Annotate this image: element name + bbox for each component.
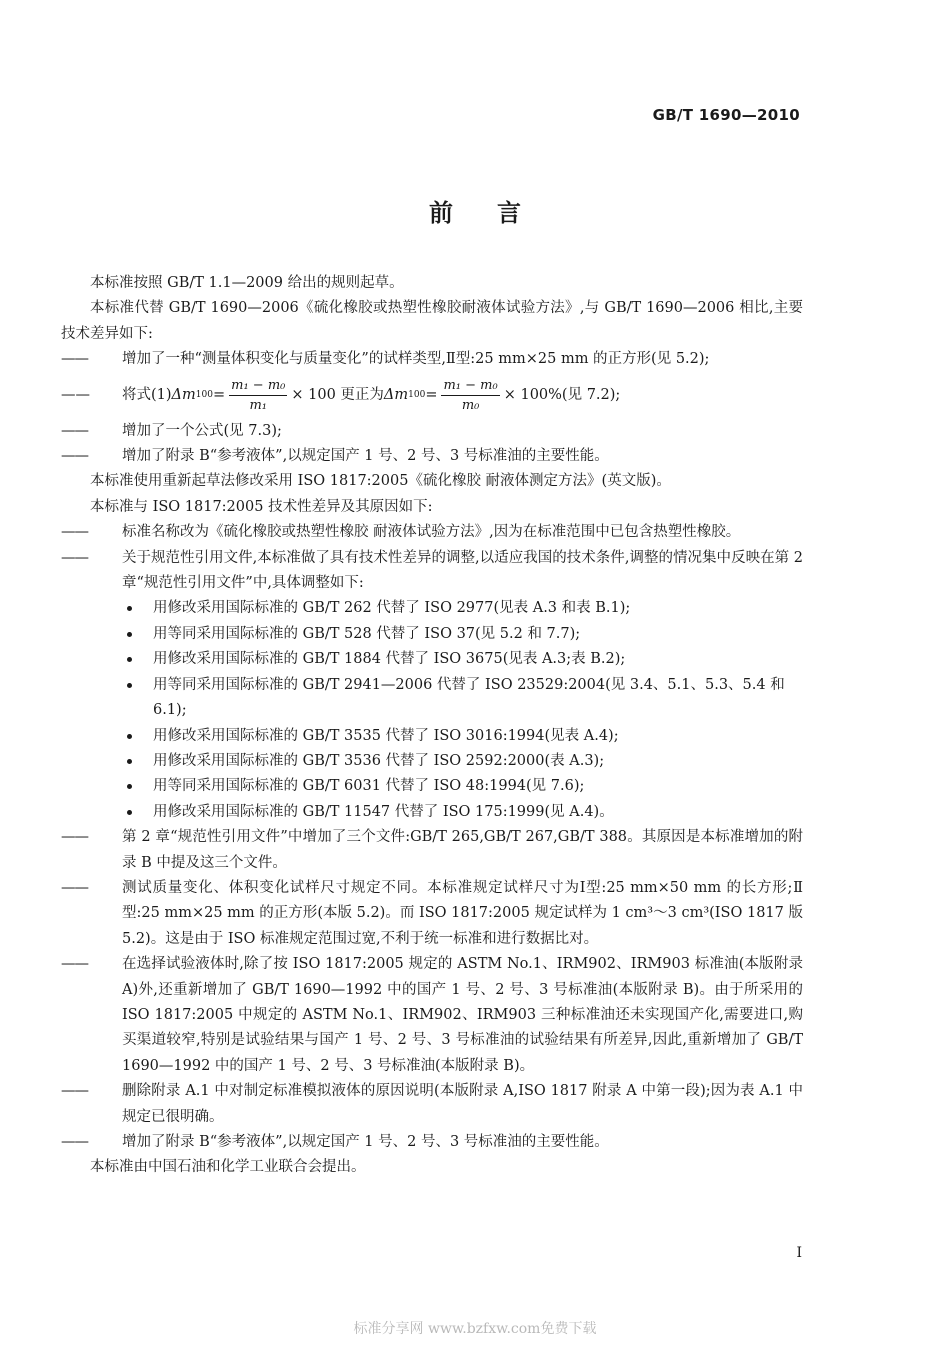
- dash-item: [61, 1130, 803, 1155]
- dash-item-text: 关于规范性引用文件,本标准做了具有技术性差异的调整,以适应我国的技术条件,调整的情况集中反映在第 2 章“规范性引用文件”中,具体调整如下:: [122, 549, 803, 592]
- dash-item-text: 在选择试验液体时,除了按 ISO 1817:2005 规定的 ASTM No.1、IRM902、IRM903 标准油(本版附录 A)外,还重新增加了 GB/T 1690—1992 中的国产 1 号、2 号、3 号标准油(本版附录 B)。由于所采用的 ISO 1817:2005 中规定的 ASTM No.1、IRM902、IRM903 三种标准油还未实现国产化,需要进口,购买渠道较窄,特别是试验结果与国产 1 号、2 号、3 号标准油的试验结果有所差异,因此,重新增加了 GB/T 1690—1992 中的国产 1 号、2 号、3 号标准油(本版附录 B)。: [122, 956, 803, 1074]
- paragraph: 本标准与 ISO 1817:2005 技术性差异及其原因如下:: [90, 498, 433, 515]
- fraction-denominator: m₁: [249, 398, 268, 414]
- list-item: 用修改采用国际标准的 GB/T 3535 代替了 ISO 3016:1994(见表 A.4);: [61, 724, 803, 749]
- dash-item-text: 测试质量变化、体积变化试样尺寸规定不同。本标准规定试样尺寸为Ⅰ型:25 mm×50 mm 的长方形;Ⅱ型:25 mm×25 mm 的正方形(本版 5.2)。而 ISO 1817:2005 规定试样为 1 cm³～3 cm³(ISO 1817 版 5.2)。这是由于 ISO 标准规定范围过宽,不利于统一标准和进行数据比对。: [122, 879, 803, 947]
- title-char-1: 前: [429, 199, 453, 227]
- formula-tail: × 100%(见 7.2);: [503, 386, 621, 403]
- dash-item: [61, 347, 803, 372]
- dash-item-text: 第 2 章“规范性引用文件”中增加了三个文件:GB/T 265,GB/T 267,GB/T 388。其原因是本标准增加的附录 B 中提及这三个文件。: [122, 829, 803, 871]
- list-item: 用等同采用国际标准的 GB/T 2941—2006 代替了 ISO 23529:2004(见 3.4、5.1、5.3、5.4 和 6.1);: [61, 673, 803, 724]
- dash-item: [61, 1079, 803, 1130]
- fraction-numerator: m₁ − m₀: [229, 376, 287, 396]
- dash-item: [61, 825, 803, 876]
- formula-subscript: 100: [195, 389, 213, 400]
- list-item: 用修改采用国际标准的 GB/T 1884 代替了 ISO 3675(见表 A.3;表 B.2);: [61, 647, 803, 672]
- dash-item: [61, 546, 803, 597]
- formula-subscript: 100: [408, 389, 426, 400]
- fraction-new: [441, 376, 499, 415]
- dash-mark: ——: [61, 524, 88, 541]
- dash-item-text: 增加了一种“测量体积变化与质量变化”的试样类型,Ⅱ型:25 mm×25 mm 的正方形(见 5.2);: [122, 351, 710, 368]
- fraction-numerator: m₁ − m₀: [441, 376, 499, 396]
- formula-lead: 将式(1): [122, 386, 172, 403]
- dash-mark: ——: [61, 1083, 88, 1100]
- dash-mark: ——: [61, 422, 88, 439]
- dash-mark: ——: [61, 549, 88, 566]
- formula-equals: =: [212, 386, 226, 403]
- paragraph: 本标准使用重新起草法修改采用 ISO 1817:2005《硫化橡胶 耐液体测定方法》(英文版)。: [90, 473, 671, 490]
- list-item: 用修改采用国际标准的 GB/T 262 代替了 ISO 2977(见表 A.3 和表 B.1);: [61, 596, 803, 621]
- dash-mark: ——: [61, 829, 88, 846]
- formula-line: [61, 373, 803, 419]
- dash-mark: ——: [61, 351, 88, 368]
- formula-middle: × 100 更正为: [291, 386, 384, 403]
- paragraph: 本标准代替 GB/T 1690—2006《硫化橡胶或热塑性橡胶耐液体试验方法》,与 GB/T 1690—2006 相比,主要技术差异如下:: [61, 300, 803, 342]
- dash-mark: ——: [61, 879, 88, 896]
- dash-item: [61, 520, 803, 545]
- paragraph: 本标准按照 GB/T 1.1—2009 给出的规则起草。: [90, 275, 404, 291]
- dash-item: [61, 444, 803, 469]
- dash-item: [61, 419, 803, 444]
- page-title: [0, 193, 950, 228]
- paragraph: 本标准由中国石油和化学工业联合会提出。: [90, 1159, 366, 1176]
- dash-item-text: 增加了附录 B“参考液体”,以规定国产 1 号、2 号、3 号标准油的主要性能。: [122, 448, 609, 465]
- dash-item-text: 标准名称改为《硫化橡胶或热塑性橡胶 耐液体试验方法》,因为在标准范围中已包含热塑性橡胶。: [122, 524, 741, 541]
- dash-mark: ——: [61, 1134, 88, 1150]
- formula-symbol: Δm: [171, 386, 196, 403]
- formula-symbol: Δm: [383, 386, 409, 403]
- dash-item: [61, 952, 803, 1079]
- dash-item-text: 增加了一个公式(见 7.3);: [122, 422, 282, 439]
- dash-item-text: 删除附录 A.1 中对制定标准模拟液体的原因说明(本版附录 A,ISO 1817 附录 A 中第一段);因为表 A.1 中规定已很明确。: [122, 1083, 803, 1125]
- list-item: 用等同采用国际标准的 GB/T 528 代替了 ISO 37(见 5.2 和 7.7);: [61, 622, 803, 647]
- title-char-2: 言: [497, 199, 521, 227]
- list-item: 用等同采用国际标准的 GB/T 6031 代替了 ISO 48:1994(见 7.6);: [61, 774, 803, 799]
- fraction-denominator: m₀: [461, 398, 480, 414]
- list-item: 用修改采用国际标准的 GB/T 3536 代替了 ISO 2592:2000(表 A.3);: [61, 749, 803, 774]
- bullet-list: [61, 596, 803, 825]
- formula-equals: =: [425, 386, 438, 403]
- dash-mark: ——: [61, 956, 88, 973]
- dash-item: [61, 876, 803, 952]
- fraction-old: [229, 376, 287, 415]
- page-number: I: [796, 1245, 802, 1261]
- dash-mark: ——: [61, 386, 90, 403]
- dash-item-text: 增加了附录 B“参考液体”,以规定国产 1 号、2 号、3 号标准油的主要性能。: [122, 1134, 609, 1150]
- watermark: 标准分享网 www.bzfxw.com免费下载: [353, 1321, 597, 1337]
- dash-mark: ——: [61, 448, 88, 465]
- standard-number: GB/T 1690—2010: [652, 106, 800, 124]
- list-item: 用修改采用国际标准的 GB/T 11547 代替了 ISO 175:1999(见 A.4)。: [61, 800, 803, 825]
- foreword-body: [61, 271, 803, 1181]
